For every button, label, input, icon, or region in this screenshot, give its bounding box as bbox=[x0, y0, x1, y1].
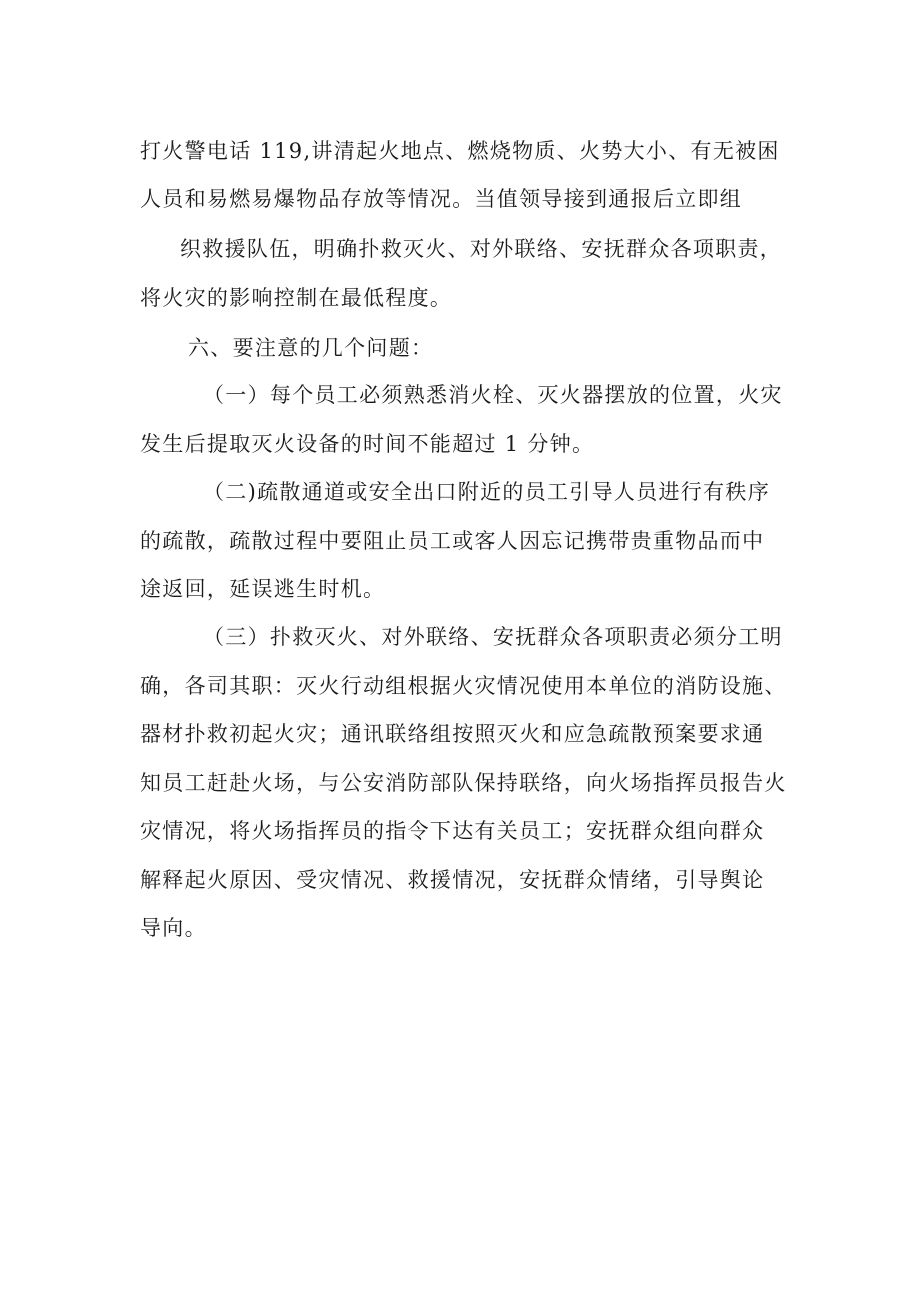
text-line: 导向。 bbox=[140, 916, 207, 940]
text-line: 发生后提取灭火设备的时间不能超过 1 分钟。 bbox=[140, 432, 595, 456]
text-line: （二)疏散通道或安全出口附近的员工引导人员进行有秩序 bbox=[203, 480, 770, 504]
text-line: 确，各司其职：灭火行动组根据火灾情况使用本单位的消防设施、 bbox=[140, 674, 787, 698]
section-heading: 六、要注意的几个问题： bbox=[188, 336, 434, 360]
text-line: 将火灾的影响控制在最低程度。 bbox=[140, 286, 453, 310]
text-line: 知员工赶赴火场，与公安消防部队保持联络，向火场指挥员报告火 bbox=[140, 771, 787, 795]
text-line: 灾情况，将火场指挥员的指令下达有关员工；安抚群众组向群众 bbox=[140, 819, 765, 843]
text-line: 打火警电话 119,讲清起火地点、燃烧物质、火势大小、有无被困 bbox=[140, 139, 780, 163]
text-line: 器材扑救初起火灾；通讯联络组按照灭火和应急疏散预案要求通 bbox=[140, 722, 765, 746]
text-line: 途返回，延误逃生时机。 bbox=[140, 577, 386, 601]
text-line: （三）扑救灭火、对外联络、安抚群众各项职责必须分工明 bbox=[203, 625, 783, 649]
text-line: 的疏散，疏散过程中要阻止员工或客人因忘记携带贵重物品而中 bbox=[140, 529, 765, 553]
text-line: 织救援队伍，明确扑救灭火、对外联络、安抚群众各项职责， bbox=[180, 237, 783, 261]
text-line: 人员和易燃易爆物品存放等情况。当值领导接到通报后立即组 bbox=[140, 187, 743, 211]
text-line: 解释起火原因、受灾情况、救援情况，安抚群众情绪，引导舆论 bbox=[140, 868, 765, 892]
text-line: （一）每个员工必须熟悉消火栓、灭火器摆放的位置，火灾 bbox=[203, 383, 783, 407]
